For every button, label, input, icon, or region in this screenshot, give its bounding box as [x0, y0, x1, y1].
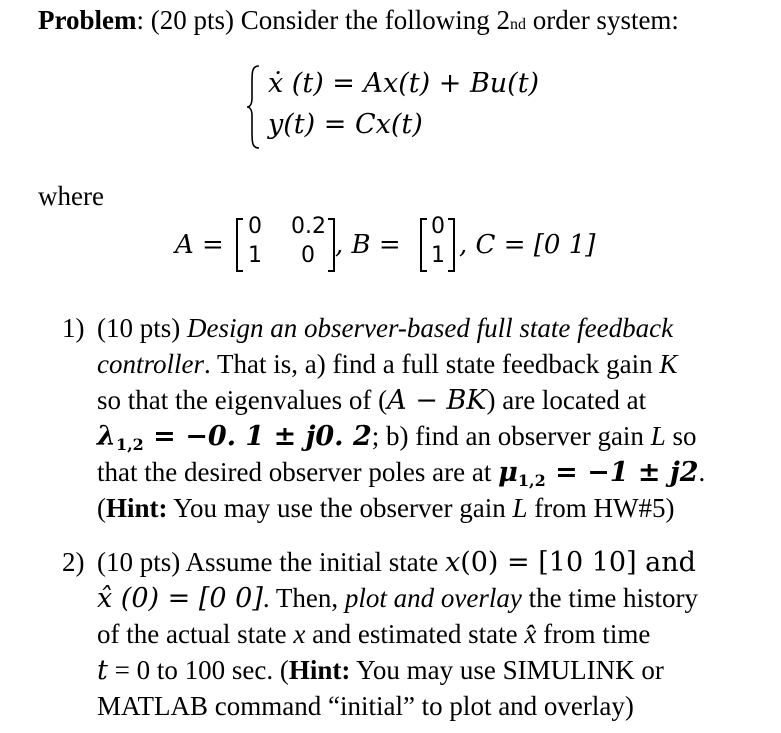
matrix-b-left-bracket: [420, 218, 427, 272]
closed-loop-matrix: A − BK: [387, 385, 487, 416]
output-equation: y(t) = Cx(t): [268, 109, 423, 140]
lambda-subscript: 1,2: [115, 435, 144, 454]
gain-l: L: [650, 421, 666, 451]
state-equation: ẋ (t) = Ax(t) + Bu(t): [268, 68, 540, 99]
matrix-a-cell-22: 0: [301, 243, 315, 268]
part1-text: . That is, a) find a full state feedback gain: [204, 349, 660, 379]
system-brace-icon: [246, 64, 260, 150]
time-t: t: [97, 655, 108, 686]
hint-label: Hint:: [106, 493, 168, 523]
hint-label: Hint:: [288, 655, 351, 685]
desired-eigenvalues: = −0. 1 ± j0. 2: [143, 421, 372, 452]
part1-text: You may use the observer gain: [167, 493, 513, 523]
matrix-b-label: , B =: [335, 230, 401, 260]
part1-points: (10 pts): [97, 313, 187, 343]
matrix-b-cell-2: 1: [431, 243, 445, 268]
part1-text: ) are located at: [486, 385, 647, 415]
part2-line5: MATLAB command “initial” to plot and overlay): [97, 691, 634, 721]
ordinal-suffix: nd: [509, 16, 526, 33]
part2-line4: [97, 654, 664, 687]
where-label: where: [38, 181, 104, 211]
part1-line3: [97, 384, 646, 417]
part1-text: .: [698, 457, 706, 487]
lambda-symbol: λ: [97, 421, 116, 452]
part2-number: 2): [62, 547, 85, 577]
initial-estimate: x̂ (0) = [0 0]: [97, 583, 263, 614]
part1-text: ; b) find an observer gain: [371, 421, 651, 451]
part1-line4: [97, 420, 696, 461]
matrix-a-left-bracket: [236, 218, 243, 272]
part1-task-end: controller: [97, 349, 204, 379]
part2-text: the time history: [521, 583, 699, 613]
part2-text: You may use SIMULINK or: [350, 655, 664, 685]
part1-line5: [97, 456, 705, 497]
part2-text: . Then,: [262, 583, 345, 613]
part2-text: from time: [536, 619, 651, 649]
part1-number: 1): [62, 313, 85, 343]
part1-line6: [97, 492, 674, 524]
gain-l: L: [512, 493, 528, 523]
part1-text: so that the eigenvalues of (: [97, 385, 388, 415]
matrix-a-cell-21: 1: [248, 243, 262, 268]
matrix-b-cell-1: 0: [431, 214, 445, 239]
problem-intro: (20 pts) Consider the following 2: [144, 5, 510, 35]
matrix-a-cell-11: 0: [248, 214, 262, 239]
part2-text: (10 pts) Assume the initial state: [97, 547, 445, 577]
observer-poles: = −1 ± j2: [545, 457, 699, 488]
mu-symbol: μ: [498, 457, 518, 488]
part1-text: that the desired observer poles are at: [97, 457, 499, 487]
problem-intro-end: order system:: [525, 5, 679, 35]
matrix-c-definition: , C = [0 1]: [459, 230, 596, 260]
part1-line2: [97, 348, 677, 380]
problem-label: Problem: [38, 5, 137, 35]
problem-colon: :: [136, 5, 144, 35]
problem-header: [38, 4, 679, 41]
matrix-a-cell-12: 0.2: [291, 214, 326, 239]
part2-line2: [97, 582, 698, 615]
part1-task: Design an observer-based full state feedback: [187, 313, 674, 343]
part1-line1: [97, 312, 673, 344]
state-x: x: [293, 619, 306, 649]
part2-line3: [97, 618, 650, 650]
plot-overlay-task: plot and overlay: [344, 583, 522, 613]
part2-text: = 0 to 100 sec. (: [107, 655, 289, 685]
part1-text: so: [665, 421, 697, 451]
part1-text: (: [97, 493, 106, 523]
matrix-a-label: A =: [175, 230, 224, 260]
part2-line1: [97, 546, 696, 579]
state-x: x: [444, 547, 461, 578]
estimated-state: x̂: [524, 619, 537, 649]
gain-k: K: [659, 349, 678, 379]
part2-text: of the actual state: [97, 619, 294, 649]
part2-text: and estimated state: [305, 619, 525, 649]
matrix-a-right-bracket: [328, 218, 335, 272]
initial-state: (0) = [10 10] and: [460, 547, 696, 578]
mu-subscript: 1,2: [517, 471, 546, 490]
matrix-b-right-bracket: [448, 218, 455, 272]
part1-text: from HW#5): [527, 493, 675, 523]
